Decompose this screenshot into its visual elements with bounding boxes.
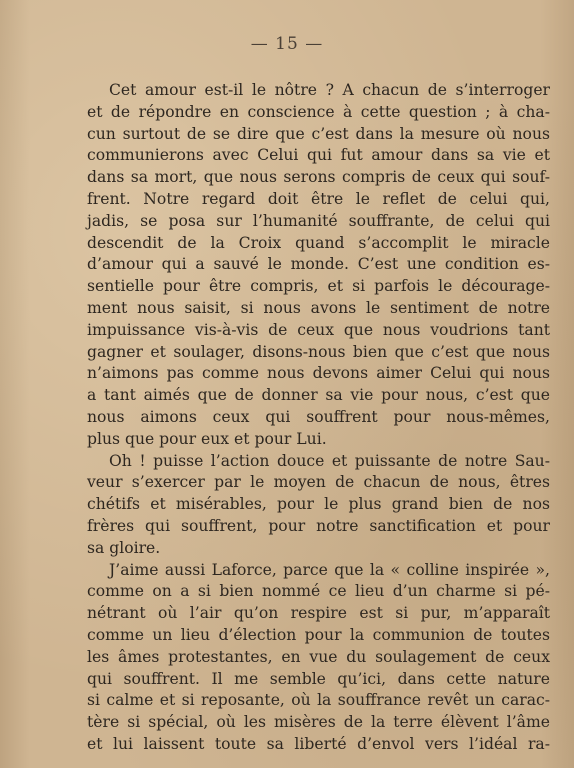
text-line: et de répondre en conscience à cette question ; à cha-: [87, 102, 550, 121]
text-line: frères qui souffrent, pour notre sanctification et pour: [87, 516, 550, 535]
paragraph-1: [87, 80, 550, 451]
text-line: dans sa mort, que nous serons compris de ceux qui souf-: [87, 168, 550, 187]
text-line: les âmes protestantes, en vue du soulagement de ceux: [87, 647, 550, 666]
text-line: jadis, se posa sur l’humanité souffrante, de celui qui: [87, 211, 550, 230]
page-number: — 15 —: [250, 34, 324, 54]
text-line: qui souffrent. Il me semble qu’ici, dans cette nature: [87, 669, 550, 688]
text-line: J’aime aussi Laforce, parce que la « colline inspirée »,: [109, 560, 550, 579]
body-text: [87, 80, 550, 756]
text-line: plus que pour eux et pour Lui.: [87, 429, 327, 448]
text-line: veur s’exercer par le moyen de chacun de nous, êtres: [87, 473, 550, 492]
text-line: comme on a si bien nommé ce lieu d’un charme si pé-: [87, 582, 550, 601]
text-line: cun surtout de se dire que c’est dans la mesure où nous: [87, 124, 550, 143]
text-line: impuissance vis-à-vis de ceux que nous voudrions tant: [87, 320, 550, 339]
text-line: chétifs et misérables, pour le plus grand bien de nos: [87, 495, 550, 514]
text-line: ment nous saisit, si nous avons le sentiment de notre: [87, 298, 550, 317]
text-line: si calme et si reposante, où la souffrance revêt un carac-: [87, 691, 550, 710]
text-line: et lui laissent toute sa liberté d’envol vers l’idéal ra-: [87, 734, 550, 753]
text-line: communierons avec Celui qui fut amour dans sa vie et: [87, 146, 550, 165]
text-line: d’amour qui a sauvé le monde. C’est une condition es-: [87, 255, 550, 274]
text-line: frent. Notre regard doit être le reflet de celui qui,: [87, 189, 550, 208]
text-line: n’aimons pas comme nous devons aimer Celui qui nous: [87, 364, 550, 383]
text-line: gagner et soulager, disons-nous bien que c’est que nous: [87, 342, 550, 361]
text-line: sentielle pour être compris, et si parfois le décourage-: [87, 277, 550, 296]
text-line: comme un lieu d’élection pour la communion de toutes: [87, 625, 550, 644]
paragraph-3: [87, 560, 550, 756]
text-line: nétrant où l’air qu’on respire est si pur, m’apparaît: [87, 604, 550, 623]
text-line: Oh ! puisse l’action douce et puissante de notre Sau-: [109, 451, 550, 470]
paragraph-2: [87, 451, 550, 560]
text-line: tère si spécial, où les misères de la terre élèvent l’âme: [87, 713, 550, 732]
text-line: nous aimons ceux qui souffrent pour nous-mêmes,: [87, 407, 550, 426]
text-line: sa gloire.: [87, 538, 161, 557]
text-line: a tant aimés que de donner sa vie pour nous, c’est que: [87, 386, 550, 405]
text-line: Cet amour est-il le nôtre ? A chacun de s’interroger: [109, 81, 550, 99]
text-line: descendit de la Croix quand s’accomplit le miracle: [87, 233, 550, 252]
